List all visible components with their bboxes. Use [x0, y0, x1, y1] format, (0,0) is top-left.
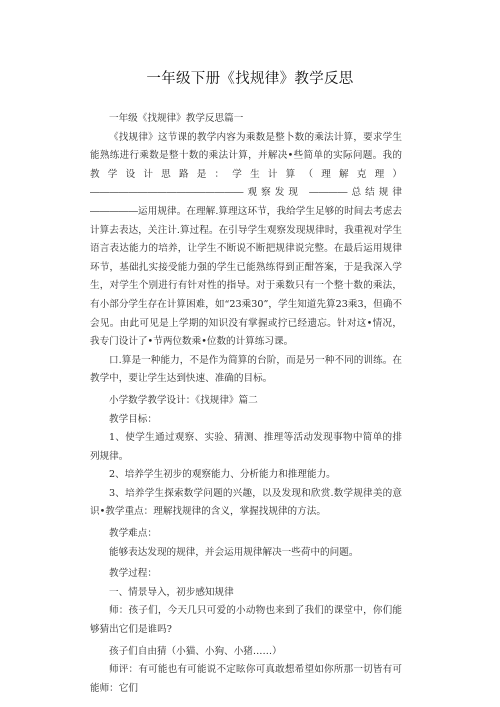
paragraph: 师：孩子们，今天几只可爱的小动物也来到了我们的课堂中，你们能够猜出它们是谁吗? — [90, 605, 402, 636]
paragraph: 一年级《找规律》教学反思篇一 — [109, 113, 244, 124]
document-title: 一年级下册《找规律》教学反思 — [146, 71, 354, 87]
paragraph: 孩子们自由猜（小猫、小狗、小猪……） — [109, 645, 282, 657]
paragraph: 1、使学生通过观察、实验、猜测、推理等活动发现事物中简单的排列规律。 — [90, 432, 402, 462]
paragraph: 3、培养学生探索数学问题的兴趣，以及发现和欣赏.数学规律美的意识•教学重点：理解找规律的含义，掌握找规律的方法。 — [90, 487, 402, 518]
document-body — [90, 110, 402, 698]
paragraph: 教学目标： — [109, 413, 157, 425]
paragraph: 教学过程： — [109, 568, 157, 580]
paragraph: 口.算是一种能力，不是作为简算的台阶，而是另一种不同的训练。在教学中，要让学生达到快速、准确的目标。 — [90, 354, 402, 385]
paragraph: 能够表达发现的规律，并会运用规律解决一些荷中的问题。 — [109, 546, 359, 558]
paragraph: 教学难点： — [109, 528, 157, 540]
paragraph: 一、情景导入，初步感知规律 — [109, 586, 234, 598]
paragraph: 2、培养学生初步的观察能力、分析能力和推理能力。 — [109, 469, 336, 481]
paragraph: 师评：有可能也有可能说不定眩你可真敢想希望如你所那一切皆有可能师：它们 — [90, 664, 402, 694]
paragraph: 《找规律》这节课的教学内容为乘数是整卜数的乘法计算，要求学生能熟练进行乘数是整十数的乘法计算，并解决•些简单的实际问题。我的教学设计思路是：学生计算（理解克理）――――――――――――――――观察发现 ――――总结规律―――――运用规律。在理解.算理这环节，我给学生足够的时间去考虑去计算去表达，关注计.算过程。在引导学生观察发现规律时，我重视对学生语言表达能力的培养，让学生不断说不断把规律说完整。在最后运用规律环节，基础扎实接受能力强的学生已能熟练得到正酣答案，于是我深入学生，对学生个别进行有针对性的指导。对于乘数只有一个整十数的乘法，有小部分学生存在计算困难，如“23乘30”，学生知道先算23乘3，但确不会见。由此可见是上学期的知识没有掌握或拧已经遗忘。针对这•情况，我专门设计了•节两位数乘•位数的计算练习课。 — [90, 131, 402, 348]
paragraph: 小学数学教学设计：《找规律》篇二 — [109, 394, 258, 406]
